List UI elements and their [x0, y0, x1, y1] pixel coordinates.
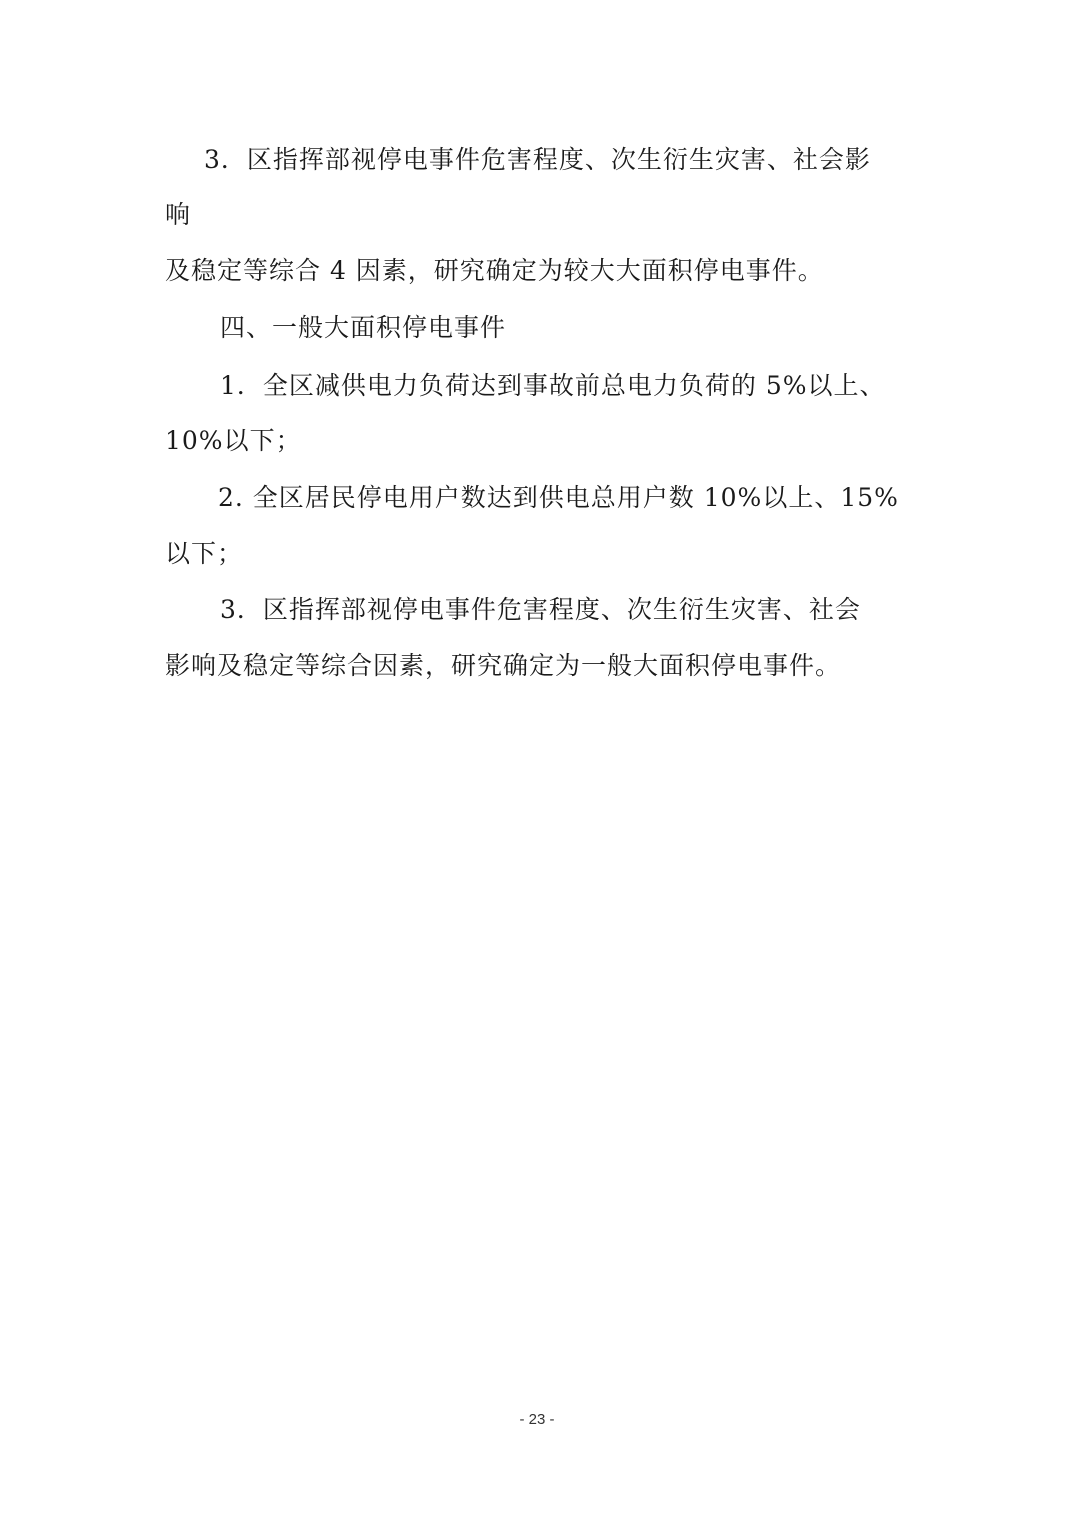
- paragraph-line: 2. 全区居民停电用户数达到供电总用户数 10%以上、15%: [218, 483, 899, 512]
- paragraph-line: 以下；: [165, 539, 244, 568]
- paragraph-line: 及稳定等综合 4 因素，研究确定为较大大面积停电事件。: [165, 256, 824, 285]
- paragraph-line: 响: [165, 200, 192, 229]
- paragraph-line: 影响及稳定等综合因素，研究确定为一般大面积停电事件。: [165, 651, 842, 680]
- page-number: - 23 -: [519, 1411, 555, 1428]
- paragraph-line: 3．区指挥部视停电事件危害程度、次生衍生灾害、社会: [220, 595, 861, 624]
- section-heading: 四、一般大面积停电事件: [220, 313, 507, 342]
- paragraph-line: 3．区指挥部视停电事件危害程度、次生衍生灾害、社会影: [204, 145, 871, 174]
- paragraph-line: 10%以下；: [165, 426, 302, 455]
- paragraph-line: 1．全区减供电力负荷达到事故前总电力负荷的 5%以上、: [220, 371, 886, 400]
